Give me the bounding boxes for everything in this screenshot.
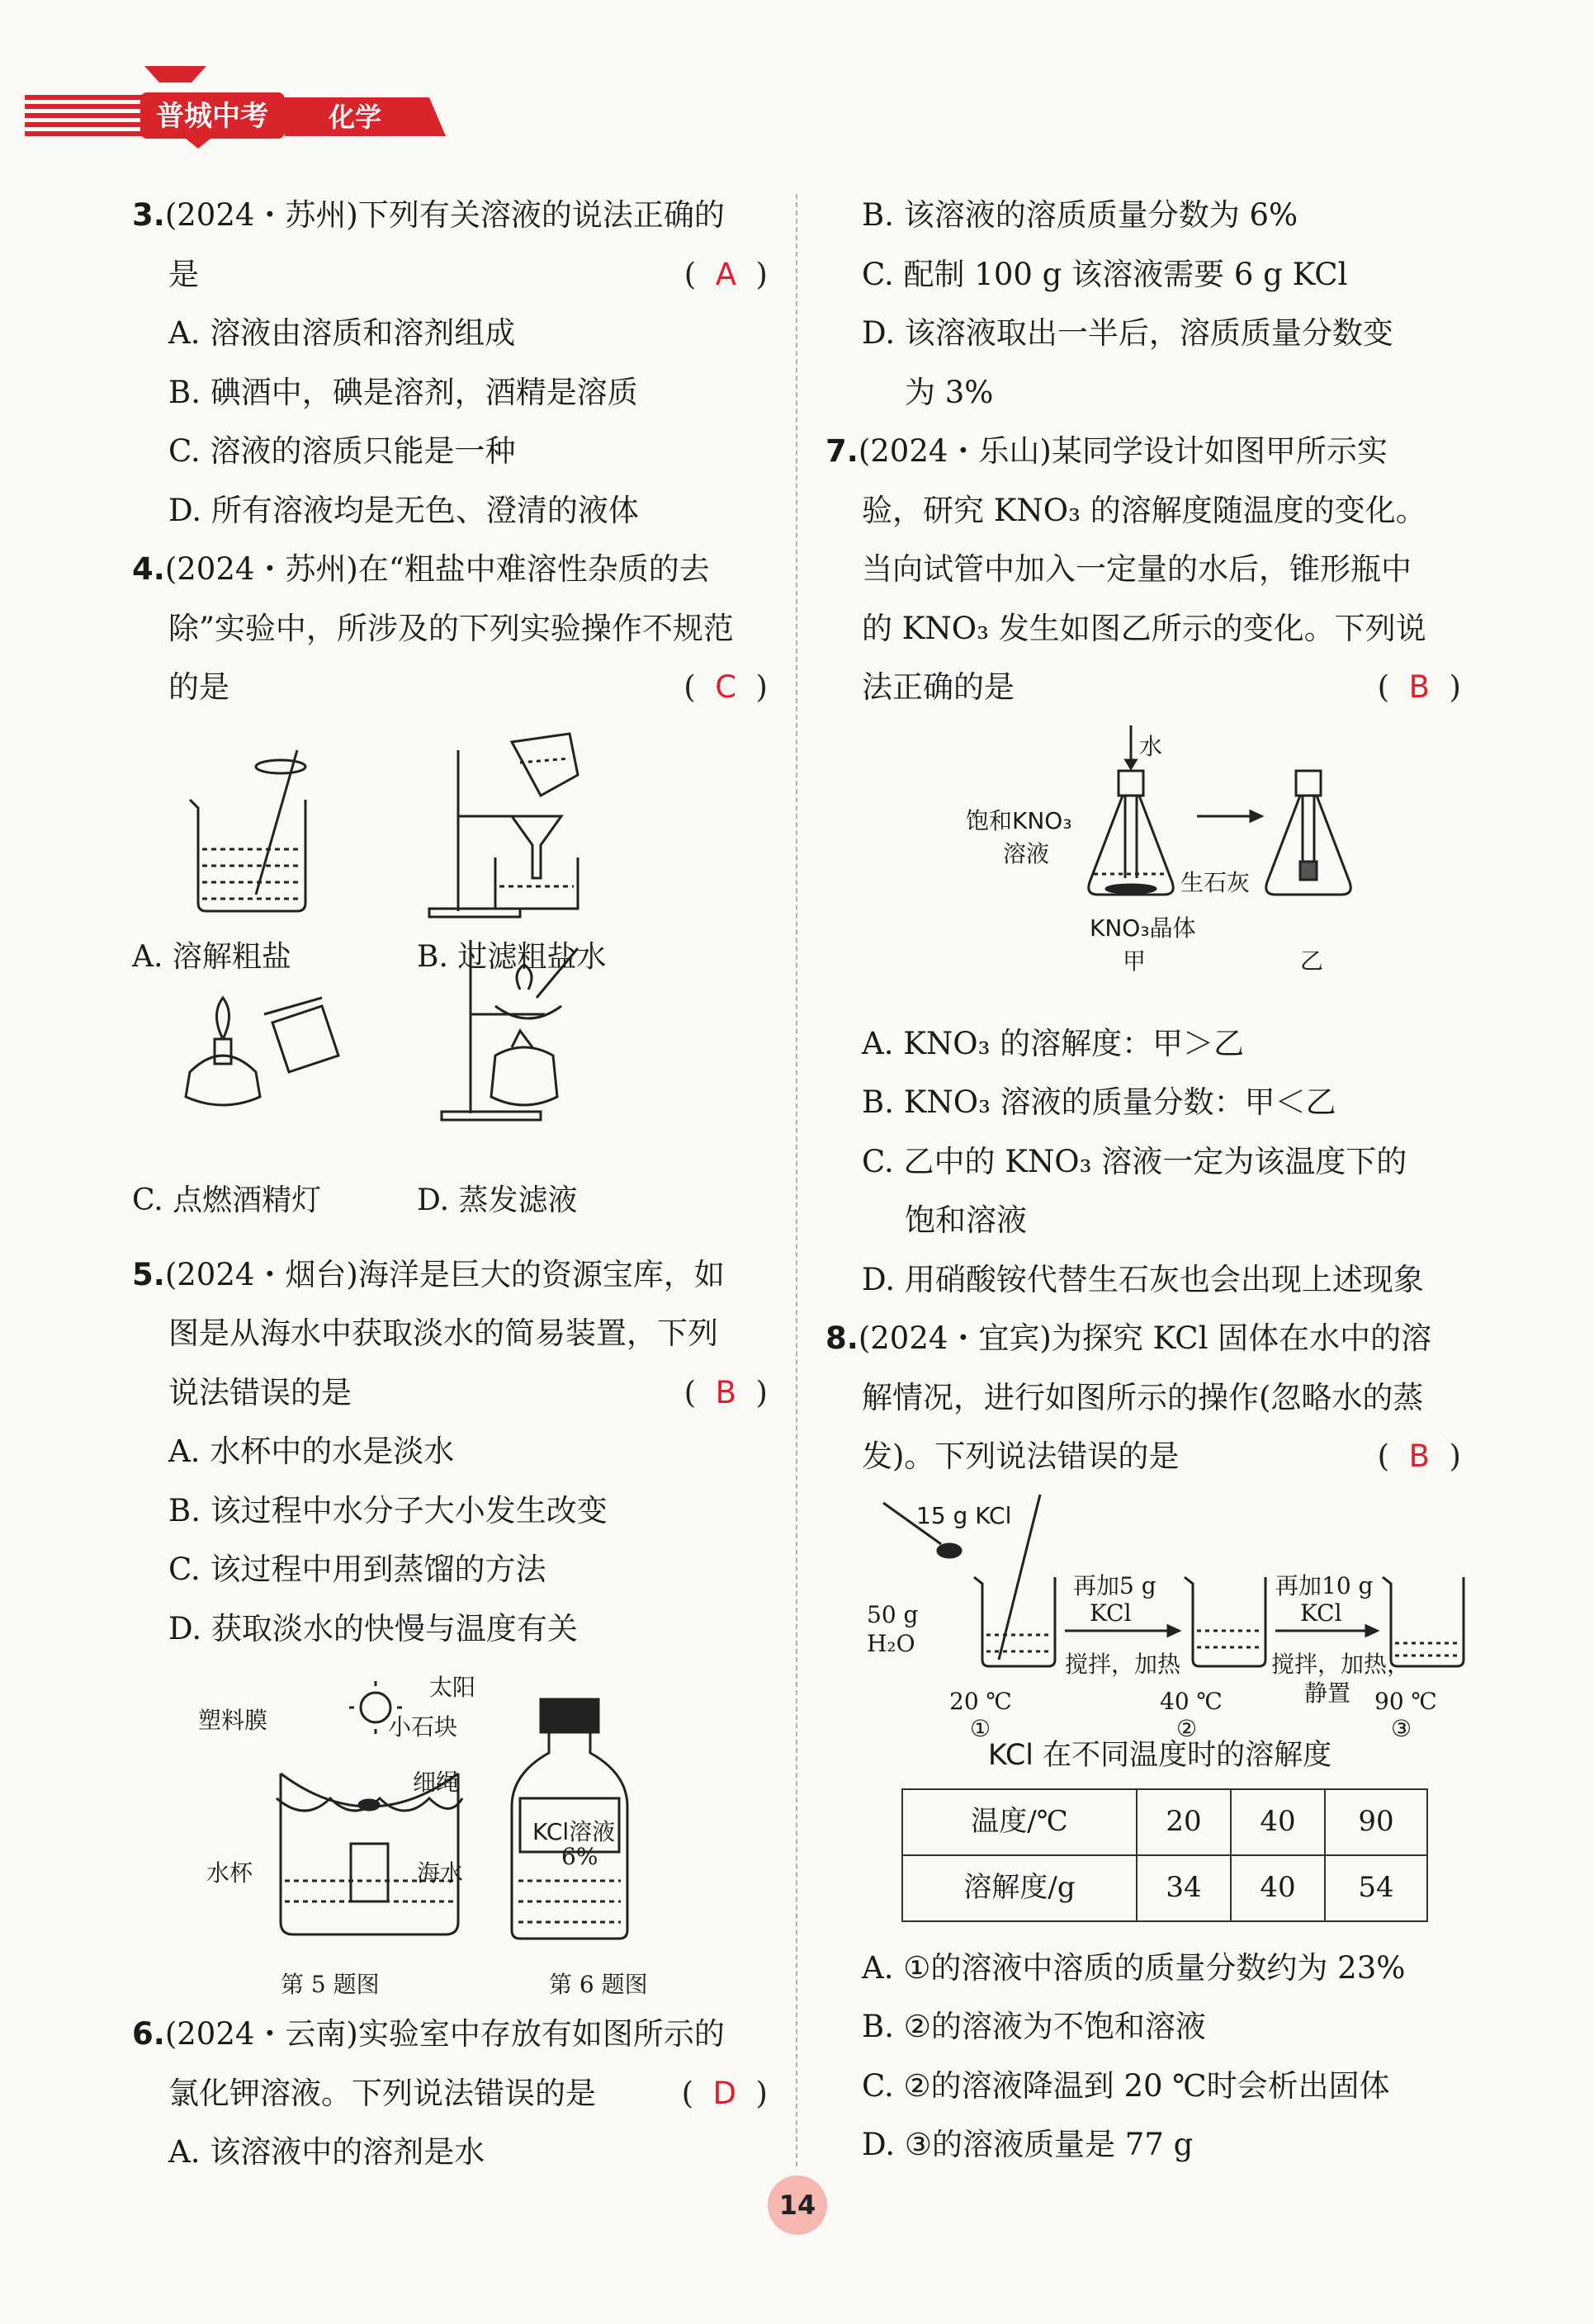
q7-label-saturated-1: 饱和KNO₃: [966, 806, 1072, 834]
q4-stem-line3: 的是 ( C ): [168, 669, 768, 705]
table-cell: 40: [1231, 1855, 1325, 1921]
q4-answer: C: [715, 669, 737, 705]
q5-label-film: 塑料膜: [198, 1707, 268, 1734]
q5-option-d: D. 获取淡水的快慢与温度有关: [168, 1610, 578, 1646]
q5-answer: B: [715, 1374, 737, 1410]
table-row: [902, 1855, 1427, 1921]
q4-stem-line2: 除”实验中，所涉及的下列实验操作不规范: [168, 610, 734, 646]
q6-option-d: D. 该溶液取出一半后，溶质质量分数变: [862, 315, 1393, 351]
q4-caption-b: B. 过滤粗盐水: [417, 939, 607, 974]
q3-option-a: A. 溶液由溶质和溶剂组成: [168, 315, 516, 351]
q4-caption-d: D. 蒸发滤液: [417, 1183, 578, 1217]
column-divider: [796, 194, 797, 2166]
q7-label-crystal: KNO₃晶体: [1090, 914, 1196, 942]
q7-figure: [825, 717, 1461, 1014]
q7-option-d: D. 用硝酸铵代替生石灰也会出现上述现象: [862, 1261, 1424, 1297]
q5-q6-figures: [132, 1658, 768, 2005]
q7-option-a: A. KNO₃ 的溶解度：甲＞乙: [862, 1025, 1245, 1061]
q3-answer: A: [715, 256, 737, 292]
q6-bottle-label-2: 6%: [561, 1843, 598, 1870]
q5-option-b: B. 该过程中水分子大小发生改变: [168, 1492, 608, 1528]
q8-label-water-mass: 50 g: [867, 1600, 919, 1628]
q6-option-b: B. 该溶液的溶质质量分数为 6%: [862, 197, 1298, 233]
table-cell: 温度/℃: [902, 1789, 1137, 1855]
q8-option-d: D. ③的溶液质量是 77 g: [862, 2127, 1194, 2162]
q7-label-jia: 甲: [1123, 947, 1147, 975]
filtration-icon: [429, 734, 578, 917]
q5-stem: 5.(2024・烟台)海洋是巨大的资源宝库，如: [132, 1256, 725, 1292]
right-column: [825, 186, 1461, 2175]
q8-label-stir2: 搅拌，加热，: [1271, 1650, 1411, 1678]
q3-option-b: B. 碘酒中，碘是溶剂，酒精是溶质: [168, 374, 638, 410]
q8-option-c: C. ②的溶液降温到 20 ℃时会析出固体: [862, 2067, 1390, 2104]
q8-option-b: B. ②的溶液为不饱和溶液: [862, 2009, 1206, 2044]
q7-stem-line3: 当向试管中加入一定量的水后，锥形瓶中: [862, 551, 1412, 587]
q3-option-d: D. 所有溶液均是无色、澄清的液体: [168, 492, 639, 528]
q8-stem: 8.(2024・宜宾)为探究 KCl 固体在水中的溶: [825, 1320, 1432, 1356]
q5-label-cup: 水杯: [206, 1859, 253, 1887]
q7-stem-line5: 法正确的是 ( B ): [862, 669, 1461, 705]
q8-label-n2: ②: [1176, 1714, 1198, 1742]
q4-caption-a: A. 溶解粗盐: [132, 939, 291, 974]
q7-option-c: C. 乙中的 KNO₃ 溶液一定为该温度下的: [862, 1143, 1407, 1179]
q8-stem-line2: 解情况，进行如图所示的操作(忽略水的蒸: [862, 1379, 1424, 1415]
q8-label-add10-kcl: KCl: [1300, 1599, 1342, 1627]
subject-label: 化学: [328, 102, 382, 133]
q3-stem-line2: 是 ( A ): [168, 256, 768, 292]
q8-label-add10: 再加10 g: [1275, 1571, 1374, 1599]
table-cell: 34: [1137, 1855, 1231, 1921]
table-row: [902, 1789, 1427, 1855]
q7-stem-line4: 的 KNO₃ 发生如图乙所示的变化。下列说: [862, 610, 1426, 646]
q7-stem-line2: 验，研究 KNO₃ 的溶解度随温度的变化。: [862, 492, 1426, 528]
q5-label-seawater: 海水: [417, 1859, 464, 1887]
q7-label-lime: 生石灰: [1180, 868, 1251, 896]
logo-point: [186, 139, 210, 149]
table-cell: 90: [1325, 1789, 1427, 1855]
q6-stem: 6.(2024・云南)实验室中存放有如图所示的: [132, 2016, 725, 2052]
q7-option-c-cont: 饱和溶液: [905, 1202, 1027, 1238]
q8-label-t1: 20 ℃: [949, 1687, 1012, 1715]
q7-label-saturated-2: 溶液: [1003, 839, 1050, 867]
table-cell: 40: [1231, 1789, 1325, 1855]
q8-table-title: KCl 在不同温度时的溶解度: [987, 1738, 1332, 1772]
logo-text: 普城中考: [156, 100, 268, 133]
table-cell: 54: [1325, 1855, 1427, 1921]
q8-figure: [825, 1486, 1461, 1742]
q8-solubility-table: [901, 1788, 1428, 1922]
left-column: [132, 186, 768, 2182]
q8-label-water: H₂O: [867, 1629, 915, 1657]
q8-label-add5: 再加5 g: [1073, 1571, 1156, 1599]
q8-label-n3: ③: [1391, 1714, 1412, 1742]
beaker-2-icon: [1185, 1577, 1265, 1666]
table-cell: 溶解度/g: [902, 1855, 1137, 1921]
q4-figure: [132, 717, 768, 1245]
q6-bottle-label-1: KCl溶液: [532, 1818, 616, 1845]
q8-label-kcl15: 15 g KCl: [916, 1501, 1012, 1529]
q8-label-still: 静置: [1304, 1679, 1351, 1707]
q6-stem-line2: 氯化钾溶液。下列说法错误的是 ( D ): [168, 2075, 768, 2111]
q7-label-yi: 乙: [1300, 947, 1324, 975]
q8-label-t3: 90 ℃: [1374, 1687, 1437, 1715]
q5-option-a: A. 水杯中的水是淡水: [168, 1434, 455, 1469]
q6-option-a: A. 该溶液中的溶剂是水: [168, 2134, 485, 2170]
flask-yi-icon: [1266, 771, 1351, 895]
lamp-lighting-icon: [186, 998, 338, 1105]
q7-stem: 7.(2024・乐山)某同学设计如图甲所示实: [825, 433, 1388, 469]
q3-stem: 3.(2024・苏州)下列有关溶液的说法正确的: [132, 197, 725, 233]
q6-answer: D: [712, 2075, 737, 2111]
q5-option-c: C. 该过程中用到蒸馏的方法: [168, 1552, 546, 1587]
q5-label-stone: 小石块: [388, 1713, 458, 1741]
q7-answer: B: [1408, 669, 1431, 705]
q5-stem-line3: 说法错误的是 ( B ): [168, 1374, 768, 1410]
q3-option-c: C. 溶液的溶质只能是一种: [168, 433, 516, 469]
q5-stem-line2: 图是从海水中获取淡水的简易装置，下列: [168, 1316, 718, 1351]
page-number: 14: [768, 2175, 827, 2235]
q7-option-b: B. KNO₃ 溶液的质量分数：甲＜乙: [862, 1084, 1336, 1120]
q8-label-add5-kcl: KCl: [1090, 1599, 1132, 1627]
q7-label-water: 水: [1139, 732, 1163, 760]
q4-caption-c: C. 点燃酒精灯: [132, 1183, 322, 1217]
logo-top: [144, 66, 206, 83]
q6-option-c: C. 配制 100 g 该溶液需要 6 g KCl: [862, 256, 1348, 292]
header-banner: [0, 50, 462, 149]
q4-stem: 4.(2024・苏州)在“粗盐中难溶性杂质的去: [132, 551, 710, 587]
q5-label-rope: 细绳: [413, 1769, 460, 1796]
q6-option-d-cont: 为 3%: [905, 374, 994, 410]
q8-label-t2: 40 ℃: [1160, 1687, 1223, 1715]
q8-stem-line3: 发)。下列说法错误的是 ( B ): [862, 1438, 1461, 1474]
q8-answer: B: [1408, 1438, 1431, 1474]
table-cell: 20: [1137, 1789, 1231, 1855]
beaker-stirring-icon: [190, 750, 305, 911]
q8-label-stir1: 搅拌，加热: [1065, 1650, 1181, 1678]
q8-option-a: A. ①的溶液中溶质的质量分数约为 23%: [862, 1949, 1406, 1986]
q8-label-n1: ①: [970, 1714, 991, 1742]
q6-figure-caption: 第 6 题图: [549, 1971, 648, 1998]
q5-figure-caption: 第 5 题图: [281, 1971, 380, 1998]
q5-label-sun: 太阳: [429, 1674, 476, 1701]
